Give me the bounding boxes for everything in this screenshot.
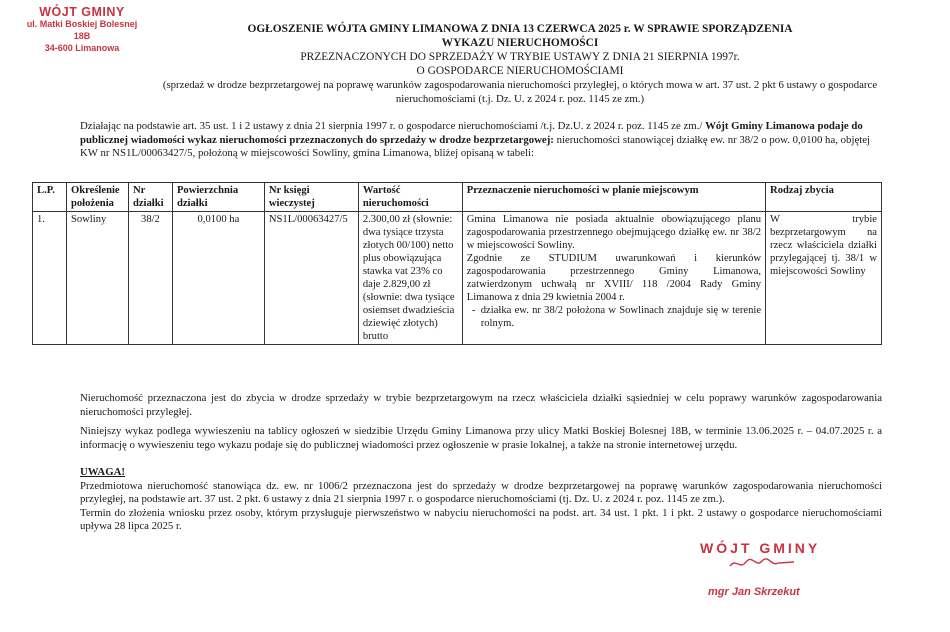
intro-part-1: Działając na podstawie art. 35 ust. 1 i 2 ustawy z dnia 21 sierpnia 1997 r. o gospodarce nieruchomościami /t.j. Dz.U. z 2024 r. poz. 1145 ze zm./ <box>80 120 706 132</box>
header-kw: Nr księgi wieczystej <box>264 183 358 212</box>
header-purpose: Przeznaczenie nieruchomości w planie miejscowym <box>462 183 765 212</box>
footer-paragraph-4: Termin do złożenia wniosku przez osoby, którym przysługuje pierwszeństwo w nabyciu nieruchomości na podst. art. 34 ust. 1 pkt. 1 i pkt. 2 ustawy o gospodarce nieruchomościami upływa 28 lipca 2025 r. <box>80 506 882 532</box>
cell-lp: 1. <box>33 212 67 345</box>
header-line-5: (sprzedaż w drodze bezprzetargowej na poprawę warunków zagospodarowania nieruchomości przyległej, o których mowa w art. 37 ust. 2 pkt 6 ustawy o gospodarce nieruchomościami (t.j. Dz. U. z 2024 r. poz. 1145 ze zm.) <box>162 79 878 105</box>
intro-paragraph <box>80 120 880 161</box>
cell-purpose <box>462 212 765 345</box>
footer-paragraph-3: Przedmiotowa nieruchomość stanowiąca dz. ew. nr 1006/2 przeznaczona jest do sprzedaży w drodze bezprzetargowej na poprawę warunków zagospodarowania nieruchomości przyległej, na podstawie art. 37 ust. 2 pkt. 6 ustawy z dnia 21 sierpnia 1997 r. o gospodarce nieruchomościami (tj. Dz. U. z 2024 r. poz. 1145 ze zm.). <box>80 479 882 505</box>
signature-stamp-title: WÓJT GMINY <box>700 540 821 556</box>
header-parcel: Nr działki <box>128 183 172 212</box>
header-value: Wartość nieruchomości <box>358 183 462 212</box>
stamp-postcode: 34-600 Limanowa <box>44 43 120 53</box>
cell-type: W trybie bezprzetargowym na rzecz właściciela działki przylegającej tj. 38/1 w miejscowości Sowliny <box>766 212 882 345</box>
signature-stamp <box>700 540 840 598</box>
header-location: Określenie położenia <box>66 183 128 212</box>
cell-area: 0,0100 ha <box>172 212 264 345</box>
header-lp: L.P. <box>33 183 67 212</box>
table-header-row <box>33 183 882 212</box>
office-stamp <box>22 6 142 54</box>
stamp-title: WÓJT GMINY <box>39 5 125 19</box>
cell-value: 2.300,00 zł (słownie: dwa tysiące trzysta złotych 00/100) netto plus obowiązująca stawka vat 23% co daje 2.829,00 zł (słownie: dwa tysiące osiemset dwadzieścia dziewięć złotych) brutto <box>358 212 462 345</box>
purpose-paragraph-1: Gmina Limanowa nie posiada aktualnie obowiązującego planu zagospodarowania przestrzennego obejmującego działkę ew. nr 38/2 w miejscowości Sowliny. <box>466 214 762 251</box>
purpose-paragraph-2: Zgodnie ze STUDIUM uwarunkowań i kierunków zagospodarowania przestrzennego Gminy Limanowa, zatwierdzonym uchwałą nr XVIII/ 118 /2004 Rady Gminy Limanowa z dnia 29 kwietnia 2004 r. <box>466 253 762 303</box>
footer-section <box>80 392 882 540</box>
header-line-3: PRZEZNACZONYCH DO SPRZEDAŻY W TRYBIE USTAWY Z DNIA 21 SIERPNIA 1997r. <box>300 51 740 63</box>
handwritten-signature-icon <box>728 556 798 570</box>
document-header <box>150 22 890 106</box>
footer-paragraph-1: Nieruchomość przeznaczona jest do zbycia w drodze sprzedaży w trybie bezprzetargowym na rzecz właściciela działki sąsiedniej w celu poprawy warunków zagospodarowania nieruchomości przyległej. <box>80 392 882 418</box>
header-line-2: WYKAZU NIERUCHOMOŚCI <box>441 37 599 49</box>
header-area: Powierzchnia działki <box>172 183 264 212</box>
cell-parcel: 38/2 <box>128 212 172 345</box>
intro-part-3: nieruchomości stanowiącej działkę ew. nr 38/2 o pow. 0,0100 ha, objętej KW nr NS1L/00063427/5, położoną w miejscowości Sowliny, gmina Limanowa, bliżej opisaną w tabeli: <box>80 133 871 159</box>
footer-paragraph-2: Niniejszy wykaz podlega wywieszeniu na tablicy ogłoszeń w siedzibie Urzędu Gminy Limanowa przy ulicy Matki Boskiej Bolesnej 18B, w terminie 13.06.2025 r. – 04.07.2025 r. a informację o wywieszeniu tego wykazu podaje się do publicznej wiadomości przez ogłoszenie w prasie lokalnej, a także na stronie internetowej urzędu. <box>80 425 882 451</box>
stamp-address: ul. Matki Boskiej Bolesnej 18B <box>26 19 138 41</box>
table-row <box>33 212 882 345</box>
property-table <box>32 182 882 345</box>
cell-location: Sowliny <box>66 212 128 345</box>
uwaga-heading: UWAGA! <box>80 466 125 478</box>
signature-name: mgr Jan Skrzekut <box>708 586 800 598</box>
header-line-4: O GOSPODARCE NIERUCHOMOŚCIAMI <box>416 65 624 77</box>
header-type: Rodzaj zbycia <box>766 183 882 212</box>
purpose-list-item: - działka ew. nr 38/2 położona w Sowlinach znajduje się w terenie rolnym. <box>481 304 761 330</box>
cell-kw: NS1L/00063427/5 <box>264 212 358 345</box>
header-line-1: OGŁOSZENIE WÓJTA GMINY LIMANOWA Z DNIA 13 CZERWCA 2025 r. W SPRAWIE SPORZĄDZENIA <box>247 23 793 35</box>
intro-part-2: Wójt Gminy Limanowa podaje do publicznej wiadomości wykaz nieruchomości przeznaczonych do sprzedaży w drodze bezprzetargowej: <box>80 120 863 146</box>
